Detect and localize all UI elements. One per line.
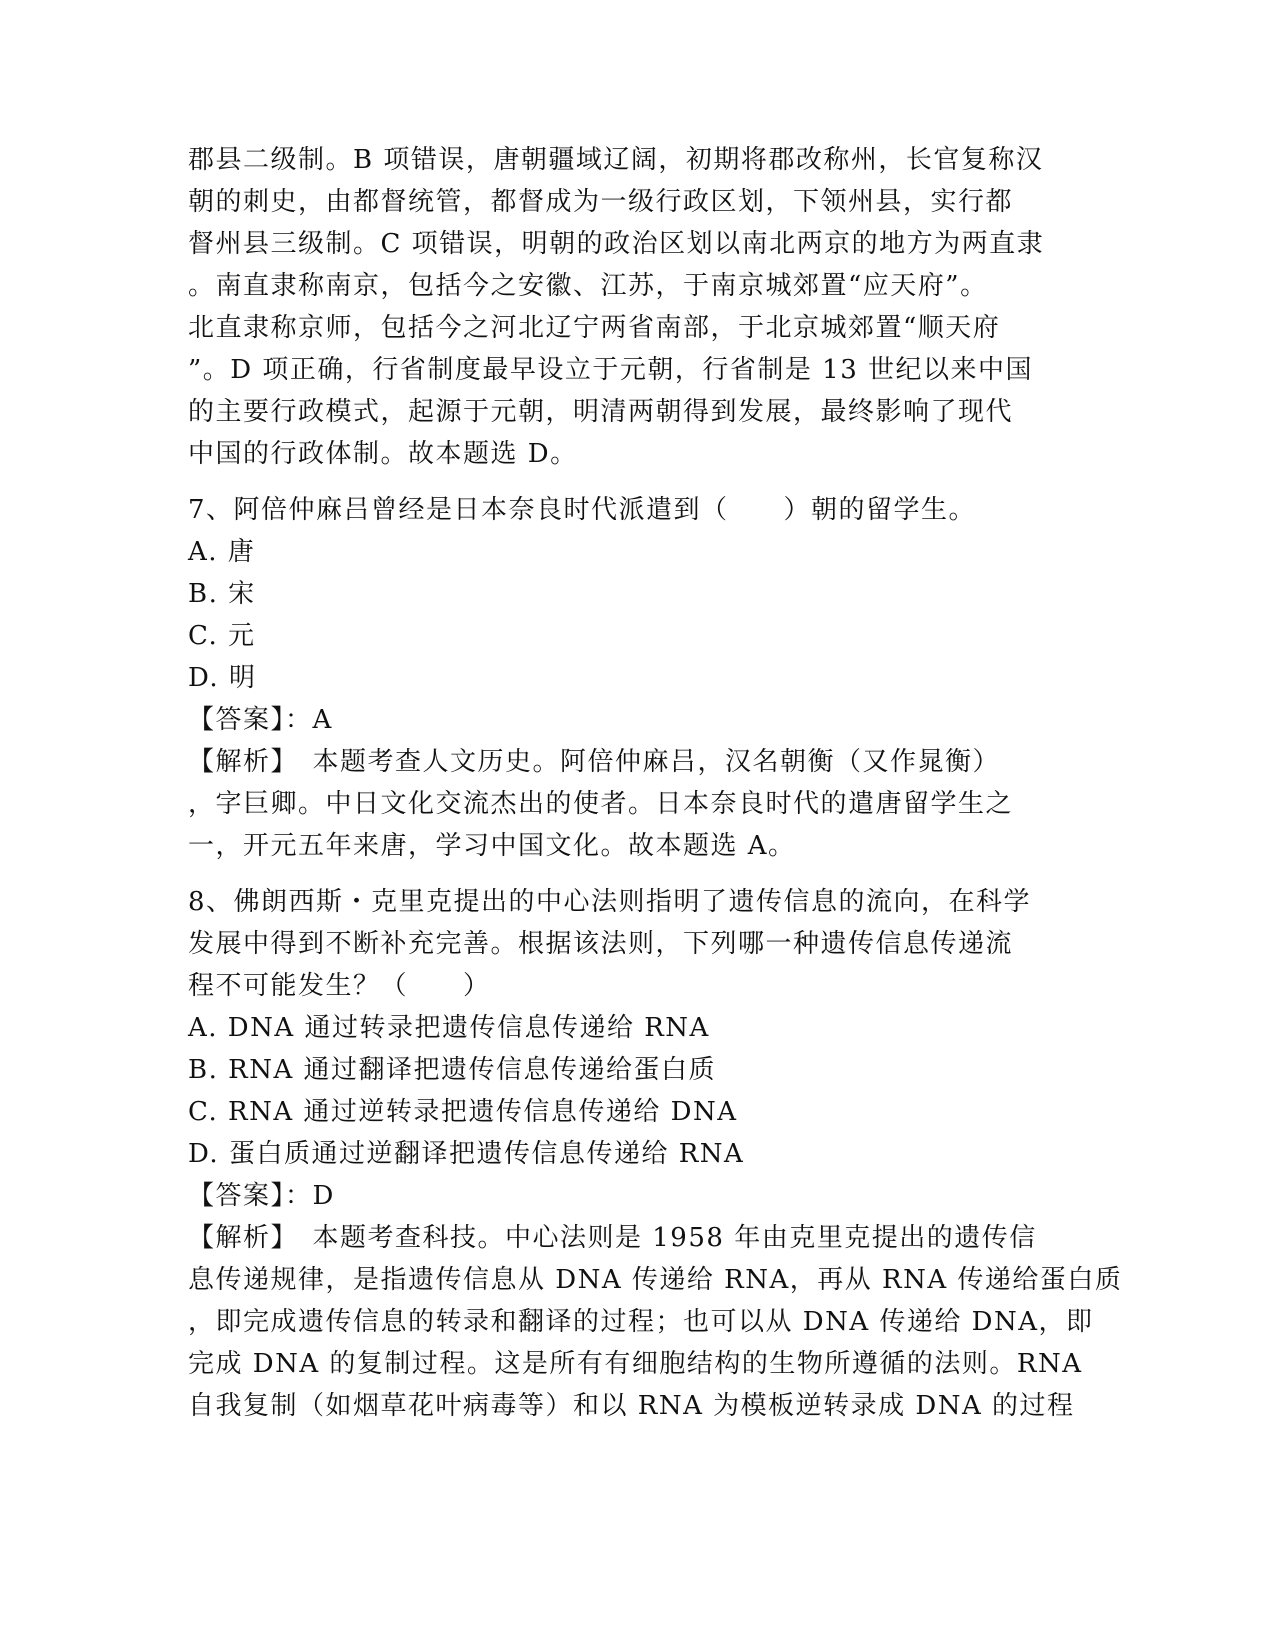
prev-explanation-line: 北直隶称京师，包括今之河北辽宁两省南部，于北京城郊置“顺天府 bbox=[188, 313, 1001, 343]
prev-explanation-line: 朝的刺史，由都督统管，都督成为一级行政区划，下领州县，实行都 bbox=[188, 187, 1014, 217]
prev-explanation-line: 督州县三级制。C 项错误，明朝的政治区划以南北两京的地方为两直隶 bbox=[188, 229, 1045, 259]
question-8-stem-line: 8、佛朗西斯・克里克提出的中心法则指明了遗传信息的流向，在科学 bbox=[188, 887, 1032, 917]
question-7-stem: 7、阿倍仲麻吕曾经是日本奈良时代派遣到（ ）朝的留学生。 bbox=[188, 495, 977, 525]
question-8-stem-line: 发展中得到不断补充完善。根据该法则，下列哪一种遗传信息传递流 bbox=[188, 929, 1014, 959]
question-8-option-c: C. RNA 通过逆转录把遗传信息传递给 DNA bbox=[188, 1097, 738, 1127]
prev-explanation-line: 的主要行政模式，起源于元朝，明清两朝得到发展，最终影响了现代 bbox=[188, 397, 1014, 427]
question-8-explanation-line: 自我复制（如烟草花叶病毒等）和以 RNA 为模板逆转录成 DNA 的过程 bbox=[188, 1391, 1075, 1421]
question-8-option-d: D. 蛋白质通过逆翻译把遗传信息传递给 RNA bbox=[188, 1139, 745, 1169]
question-7-answer: 【答案】：A bbox=[188, 705, 333, 735]
question-7-option-d: D. 明 bbox=[188, 663, 257, 693]
question-8-stem-line: 程不可能发生？（ ） bbox=[188, 971, 491, 1001]
question-7-option-b: B. 宋 bbox=[188, 579, 256, 609]
question-8-explanation-line: 完成 DNA 的复制过程。这是所有有细胞结构的生物所遵循的法则。RNA bbox=[188, 1349, 1083, 1379]
question-8-explanation-line: ，即完成遗传信息的转录和翻译的过程；也可以从 DNA 传递给 DNA，即 bbox=[188, 1307, 1094, 1337]
question-7-explanation-line: 一，开元五年来唐，学习中国文化。故本题选 A。 bbox=[188, 831, 796, 861]
question-8-explanation-line: 息传递规律，是指遗传信息从 DNA 传递给 RNA，再从 RNA 传递给蛋白质 bbox=[188, 1265, 1123, 1295]
question-8-explanation-line: 【解析】 本题考查科技。中心法则是 1958 年由克里克提出的遗传信 bbox=[188, 1223, 1037, 1253]
question-8-option-b: B. RNA 通过翻译把遗传信息传递给蛋白质 bbox=[188, 1055, 717, 1085]
prev-explanation-line: 郡县二级制。B 项错误，唐朝疆域辽阔，初期将郡改称州，长官复称汉 bbox=[188, 145, 1044, 175]
question-8-answer: 【答案】：D bbox=[188, 1181, 335, 1211]
prev-explanation-line: 。南直隶称南京，包括今之安徽、江苏，于南京城郊置“应天府”。 bbox=[188, 271, 988, 301]
question-7-option-a: A. 唐 bbox=[188, 537, 256, 567]
prev-explanation-line: 中国的行政体制。故本题选 D。 bbox=[188, 439, 578, 469]
prev-explanation-line: ”。D 项正确，行省制度最早设立于元朝，行省制是 13 世纪以来中国 bbox=[188, 355, 1034, 385]
question-7-explanation-line: 【解析】 本题考查人文历史。阿倍仲麻吕，汉名朝衡（又作晁衡） bbox=[188, 747, 1001, 777]
question-8-option-a: A. DNA 通过转录把遗传信息传递给 RNA bbox=[188, 1013, 710, 1043]
question-7-option-c: C. 元 bbox=[188, 621, 256, 651]
question-7-explanation-line: ，字巨卿。中日文化交流杰出的使者。日本奈良时代的遣唐留学生之 bbox=[188, 789, 1014, 819]
